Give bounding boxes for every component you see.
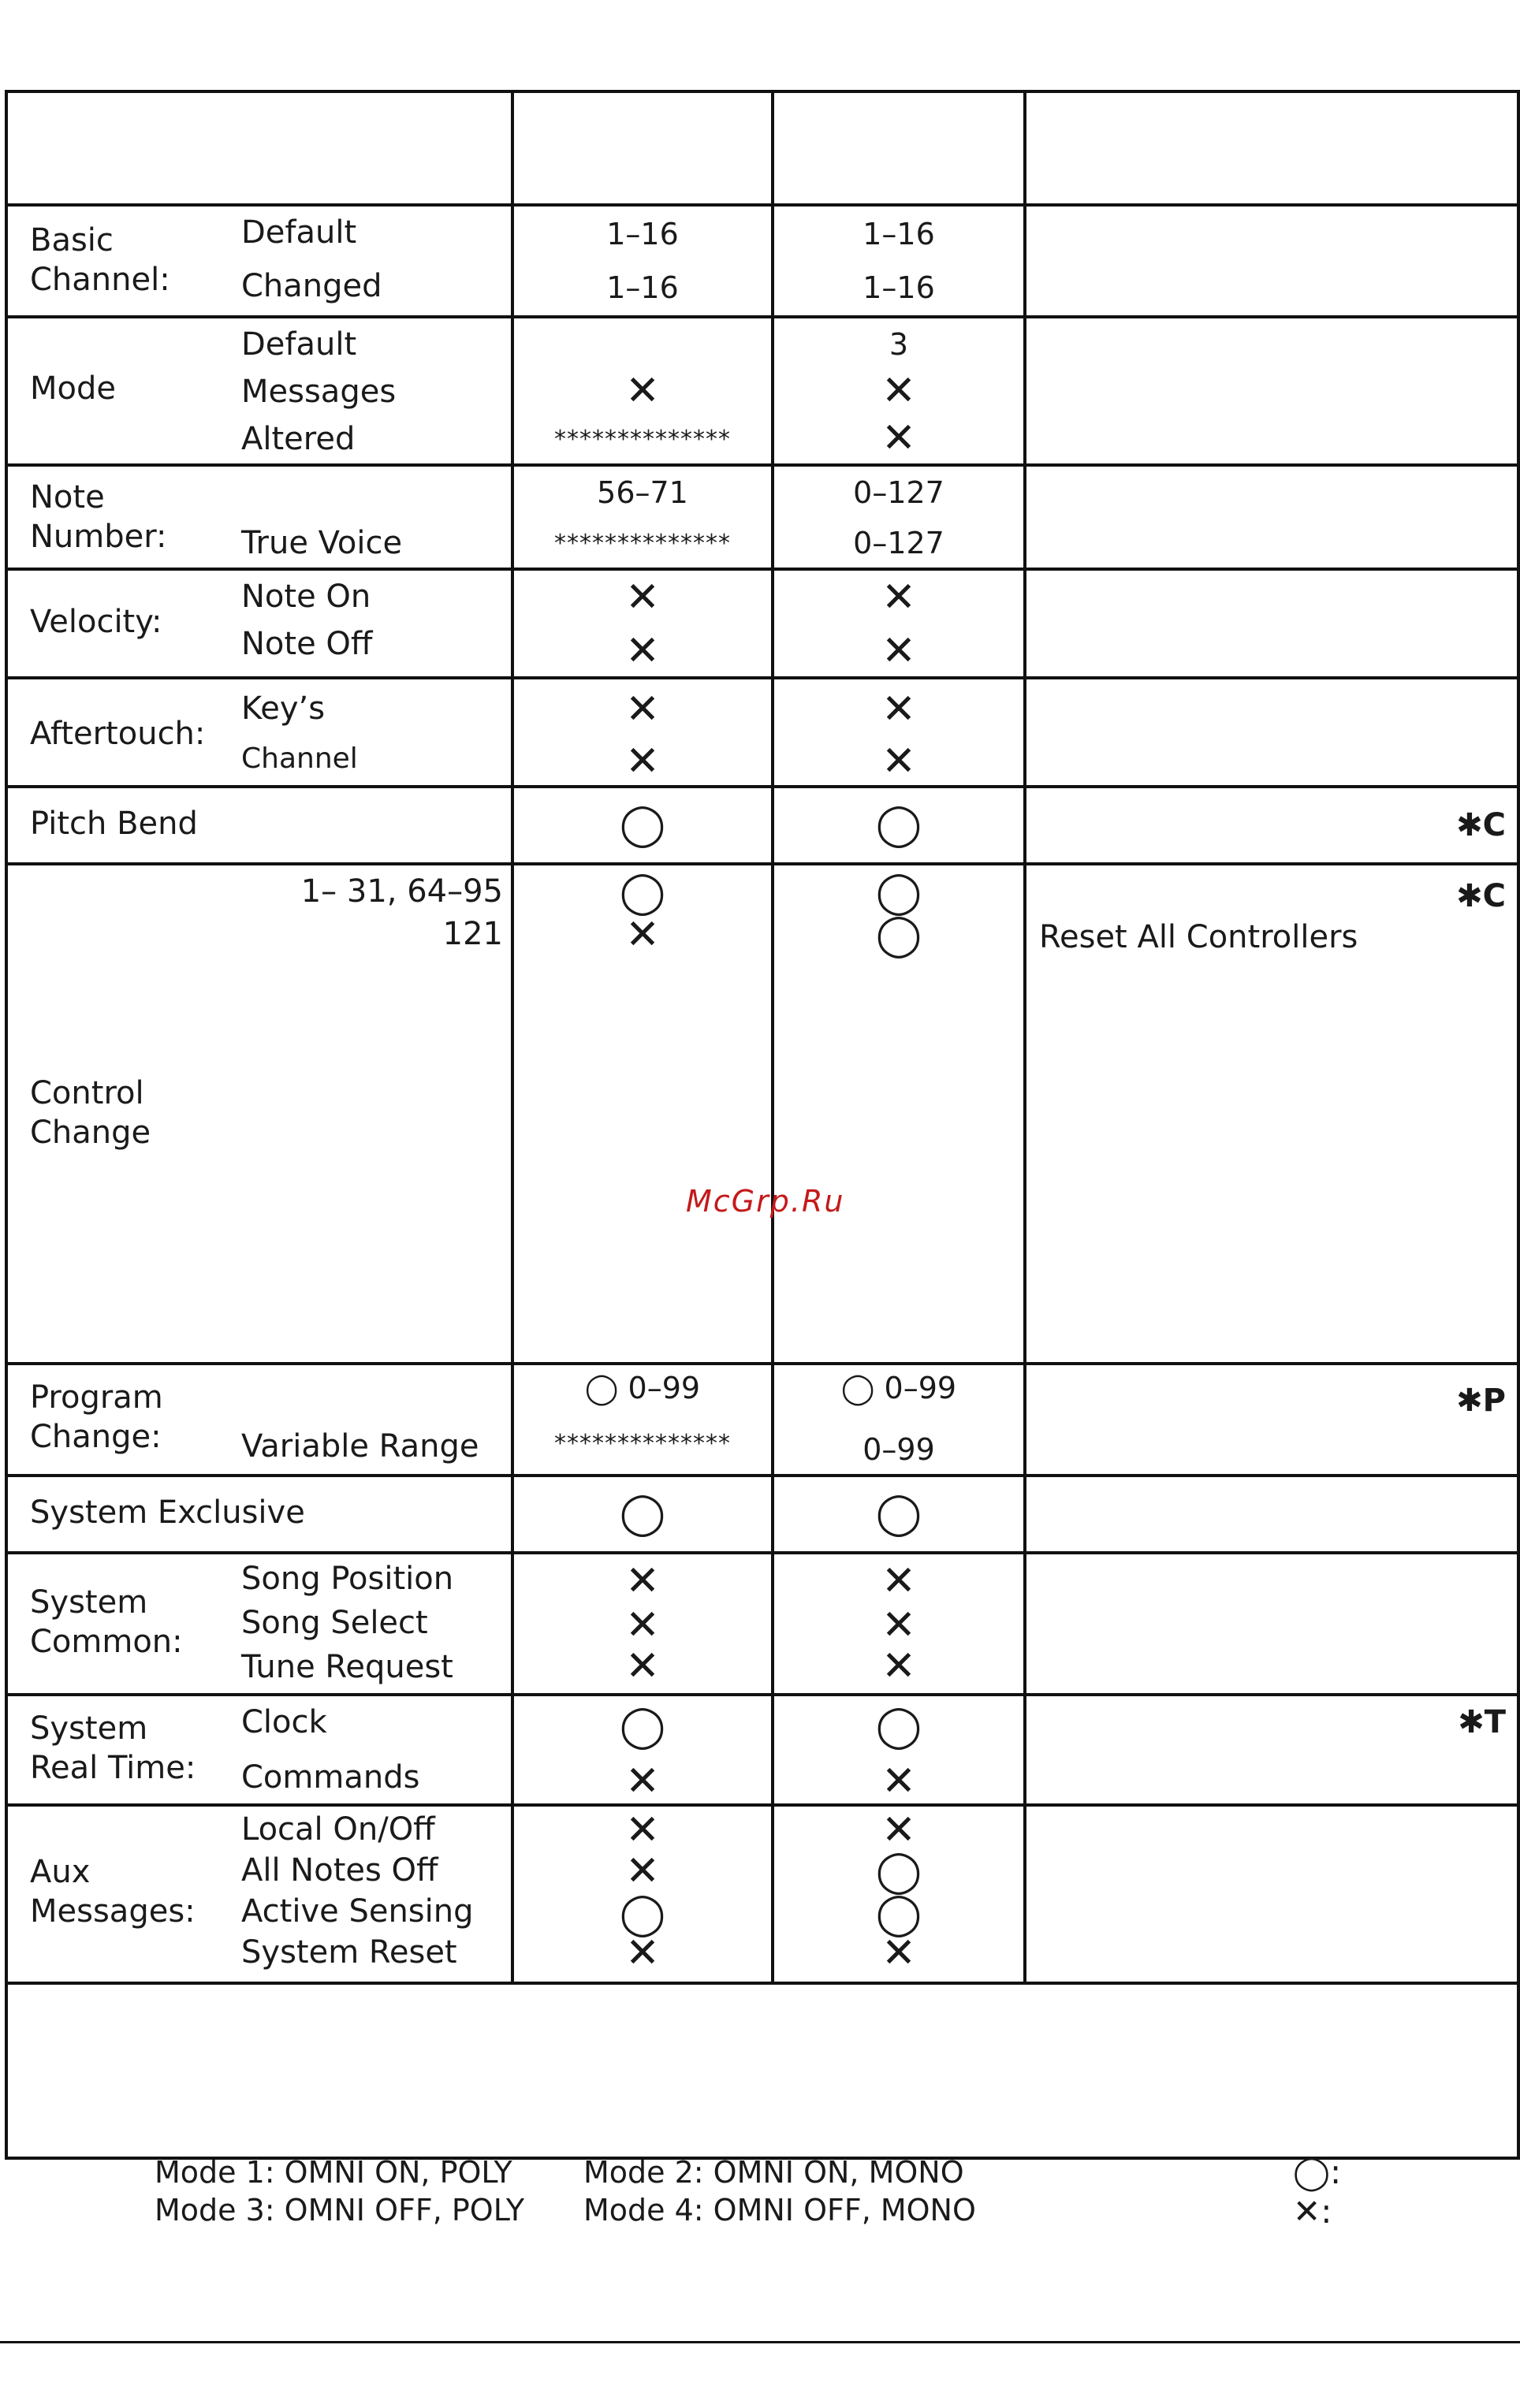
watermark: McGrp.Ru [686, 1184, 845, 1219]
remark-text: Reset All Controllers [1039, 919, 1358, 955]
row-sub-label: Clock [241, 1704, 327, 1740]
x-icon: ✕ [625, 1602, 660, 1649]
remarks-cell [1025, 569, 1518, 678]
circle-icon: ◯ [875, 1848, 922, 1895]
x-icon: ✕ [625, 1848, 660, 1895]
row-velocity [6, 569, 1518, 678]
x-icon: ✕: [1293, 2192, 1332, 2231]
remark-mark: ✱T [1458, 1704, 1506, 1740]
header-row [6, 91, 1518, 205]
circle-icon: ◯ [619, 801, 666, 848]
mode-1-legend: Mode 1: OMNI ON, POLY [155, 2155, 512, 2190]
circle-icon: ◯ [619, 869, 666, 916]
row-aux-messages [6, 1805, 1518, 1983]
header-recognized-cell [773, 91, 1025, 205]
circle-icon: ◯ [619, 1703, 666, 1750]
row-category-label: Basic Channel: [30, 222, 170, 298]
rx-value: 1–16 [862, 270, 935, 305]
controller-range-label: 1– 31, 64–95 [300, 873, 503, 910]
row-sub-label: Key’s [241, 690, 326, 727]
x-icon: ✕ [881, 1758, 916, 1805]
tx-value: ◯ 0–99 [584, 1371, 701, 1405]
remarks-cell [1025, 465, 1518, 569]
remark-mark: ✱P [1456, 1383, 1506, 1419]
circle-icon: ◯ [619, 1890, 666, 1937]
row-program-change [6, 1364, 1518, 1476]
footer-divider [0, 2341, 1520, 2343]
row-sub-label: Commands [241, 1759, 420, 1796]
x-icon: ✕ [881, 1930, 916, 1977]
header-function-cell [6, 91, 512, 205]
circle-icon: ◯: [1293, 2153, 1342, 2191]
circle-icon: ◯ [875, 801, 922, 848]
remarks-cell [1025, 205, 1518, 317]
row-sub-label: Local On/Off [241, 1811, 435, 1848]
row-category-label: System Real Time: [30, 1710, 196, 1786]
tx-value: 56–71 [597, 475, 688, 510]
not-applicable-stars: ************** [554, 1430, 731, 1457]
row-sub-label: Tune Request [241, 1649, 453, 1685]
row-sub-label: Default [241, 326, 357, 363]
row-sub-label: All Notes Off [241, 1852, 438, 1889]
circle-icon: ◯ [875, 1890, 922, 1937]
circle-icon: ◯ [875, 911, 922, 958]
row-sub-label: Channel [241, 742, 358, 775]
row-sub-label: Note On [241, 579, 371, 615]
row-sub-label: Variable Range [241, 1428, 479, 1465]
header-remarks-cell [1025, 91, 1518, 205]
x-icon: ✕ [625, 1930, 660, 1977]
row-category-label: Control Change [30, 1075, 151, 1151]
row-pitch-bend [6, 787, 1518, 864]
x-icon: ✕ [881, 1807, 916, 1854]
x-icon: ✕ [625, 627, 660, 675]
x-icon: ✕ [881, 415, 916, 462]
x-icon: ✕ [625, 367, 660, 415]
rx-value: ◯ 0–99 [840, 1371, 957, 1405]
row-category-label: System Common: [30, 1584, 183, 1660]
row-category-label: Program Change: [30, 1379, 163, 1455]
row-sub-label: Song Select [241, 1605, 428, 1641]
x-icon: ✕ [881, 1643, 916, 1690]
remarks-cell [1025, 1553, 1518, 1695]
remarks-cell [1025, 1805, 1518, 1983]
row-notes [6, 1983, 1518, 2158]
x-icon: ✕ [881, 1602, 916, 1649]
x-icon: ✕ [881, 738, 916, 785]
row-category-label: System Exclusive [30, 1494, 305, 1531]
row-sub-label: Altered [241, 421, 356, 457]
x-icon: ✕ [881, 574, 916, 621]
circle-icon: ◯ [875, 1490, 922, 1537]
circle-icon: ◯ [619, 1490, 666, 1537]
rx-value: 3 [889, 327, 909, 362]
row-category-label: Aux Messages: [30, 1854, 196, 1930]
row-note-number [6, 465, 1518, 569]
row-sub-label: Changed [241, 268, 382, 304]
rx-value: 0–127 [853, 475, 944, 510]
rx-value: 0–99 [862, 1432, 935, 1467]
row-category-label: Note Number: [30, 479, 167, 555]
x-icon: ✕ [881, 367, 916, 415]
row-category-label: Mode [30, 370, 116, 407]
row-sub-label: System Reset [241, 1934, 457, 1971]
row-basic-channel [6, 205, 1518, 317]
x-icon: ✕ [625, 1558, 660, 1605]
header-transmitted-cell [512, 91, 773, 205]
row-sub-label: Default [241, 214, 357, 251]
mode-3-legend: Mode 3: OMNI OFF, POLY [155, 2193, 525, 2227]
row-mode [6, 317, 1518, 465]
row-sub-label: Active Sensing [241, 1893, 474, 1930]
row-category-label: Aftertouch: [30, 716, 206, 752]
row-category-label: Pitch Bend [30, 806, 198, 842]
row-system-common [6, 1553, 1518, 1695]
mode-4-legend: Mode 4: OMNI OFF, MONO [583, 2193, 976, 2227]
row-sub-label: True Voice [241, 525, 403, 561]
row-sub-label: Song Position [241, 1561, 454, 1597]
row-system-exclusive [6, 1476, 1518, 1553]
row-control-change [6, 864, 1518, 1364]
mode-2-legend: Mode 2: OMNI ON, MONO [583, 2155, 964, 2190]
notes-cell [6, 1983, 1518, 2158]
row-sub-label: Note Off [241, 626, 373, 662]
tx-value: 1–16 [606, 217, 679, 251]
midi-implementation-chart [5, 90, 1520, 2160]
x-icon: ✕ [625, 686, 660, 733]
row-category-label: Velocity: [30, 604, 162, 640]
x-icon: ✕ [625, 1643, 660, 1690]
tx-value: 1–16 [606, 270, 679, 305]
circle-icon: ◯ [875, 869, 922, 916]
not-applicable-stars: ************** [554, 530, 731, 557]
x-icon: ✕ [881, 627, 916, 675]
remarks-cell [1025, 678, 1518, 787]
remarks-cell [1025, 1476, 1518, 1553]
x-icon: ✕ [625, 574, 660, 621]
remark-mark: ✱C [1456, 878, 1506, 914]
circle-icon: ◯ [875, 1703, 922, 1750]
x-icon: ✕ [881, 686, 916, 733]
controller-number-label: 121 [442, 916, 503, 952]
rx-value: 1–16 [862, 217, 935, 251]
x-icon: ✕ [625, 911, 660, 958]
remark-mark: ✱C [1456, 807, 1506, 843]
not-applicable-stars: ************** [554, 426, 731, 453]
row-sub-label: Messages [241, 374, 397, 410]
x-icon: ✕ [625, 738, 660, 785]
x-icon: ✕ [881, 1558, 916, 1605]
x-icon: ✕ [625, 1807, 660, 1854]
row-aftertouch [6, 678, 1518, 787]
row-system-real-time [6, 1695, 1518, 1805]
remarks-cell [1025, 317, 1518, 465]
rx-value: 0–127 [853, 526, 944, 560]
x-icon: ✕ [625, 1758, 660, 1805]
